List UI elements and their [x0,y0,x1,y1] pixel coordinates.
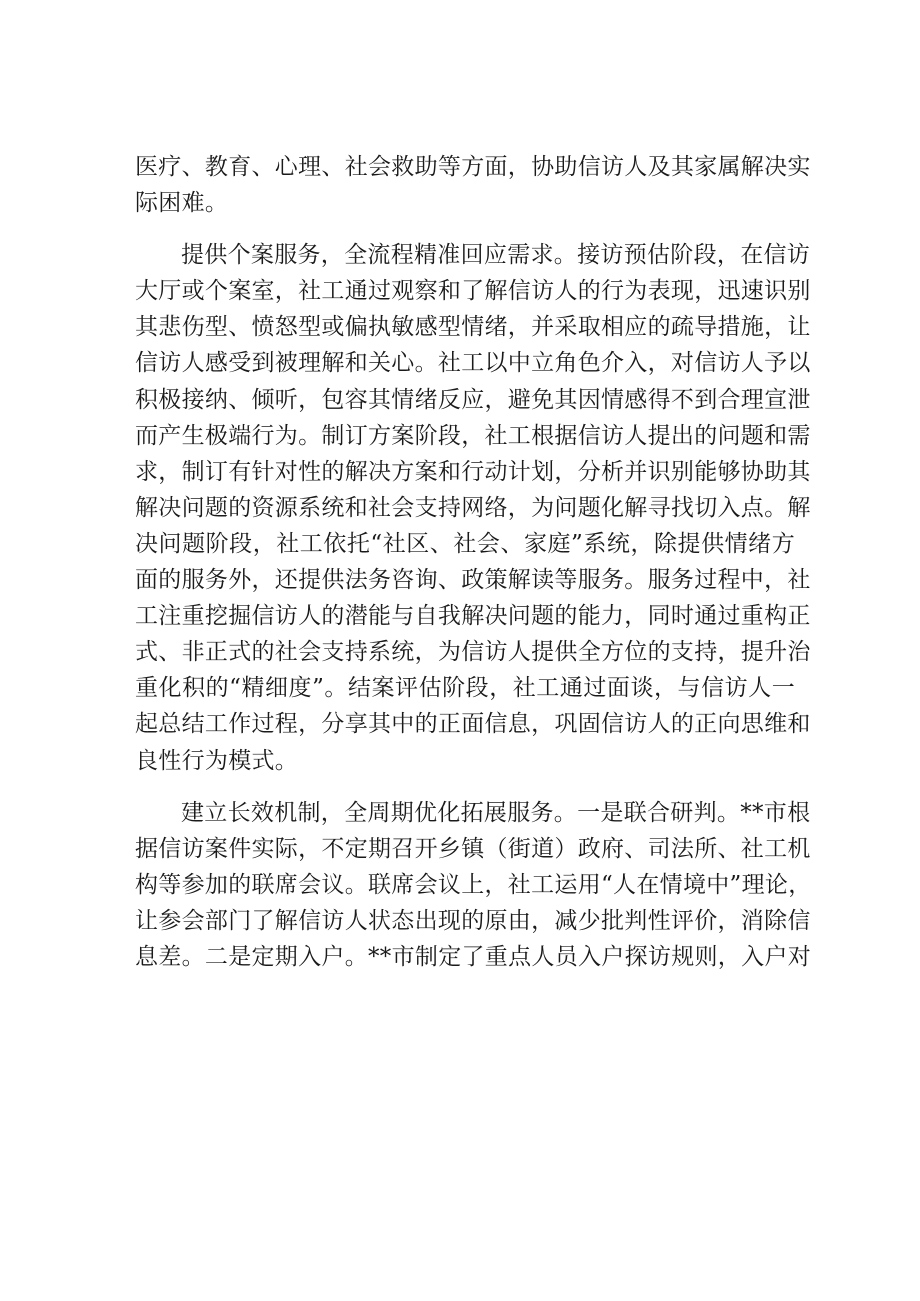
text-line: 面的服务外，还提供法务咨询、政策解读等服务。服务过程中，社 [135,567,811,594]
text-line: 际困难。 [135,190,229,217]
text-line: 重化积的“精细度”。结案评估阶段，社工通过面谈，与信访人一 [135,675,795,702]
text-line: 构等参加的联席会议。联席会议上，社工运用“人在情境中”理论， [135,871,812,898]
text-line: 而产生极端行为。制订方案阶段，社工根据信访人提出的问题和需 [135,422,811,449]
text-line: 据信访案件实际，不定期召开乡镇（街道）政府、司法所、社工机 [135,835,811,862]
paragraph-1 [135,149,811,221]
paragraph-2 [135,237,811,778]
text-line: 让参会部门了解信访人状态出现的原由，减少批判性评价，消除信 [135,907,811,934]
text-line: 建立长效机制，全周期优化拓展服务。一是联合研判。**市根 [181,799,811,826]
text-line: 积极接纳、倾听，包容其情绪反应，避免其因情感得不到合理宣泄 [135,386,811,413]
text-line: 大厅或个案室，社工通过观察和了解信访人的行为表现，迅速识别 [135,278,811,305]
text-line: 良性行为模式。 [135,747,299,774]
text-line: 医疗、教育、心理、社会救助等方面，协助信访人及其家属解决实 [135,154,811,180]
text-line: 工注重挖掘信访人的潜能与自我解决问题的能力，同时通过重构正 [135,603,811,630]
text-line: 息差。二是定期入户。**市制定了重点人员入户探访规则，入户对 [135,943,811,970]
document-body [135,149,812,975]
text-line: 决问题阶段，社工依托“社区、社会、家庭”系统，除提供情绪方 [135,530,795,557]
text-line: 解决问题的资源系统和社会支持网络，为问题化解寻找切入点。解 [135,494,811,521]
paragraph-gap [135,779,795,795]
text-line: 其悲伤型、愤怒型或偏执敏感型情绪，并采取相应的疏导措施，让 [135,314,811,341]
paragraph-3 [135,795,812,975]
text-line: 起总结工作过程，分享其中的正面信息，巩固信访人的正向思维和 [135,711,811,738]
text-line: 求，制订有针对性的解决方案和行动计划，分析并识别能够协助其 [135,458,811,485]
text-line: 提供个案服务，全流程精准回应需求。接访预估阶段，在信访 [181,242,811,269]
paragraph-gap [135,221,795,237]
text-line: 式、非正式的社会支持系统，为信访人提供全方位的支持，提升治 [135,639,811,666]
text-line: 信访人感受到被理解和关心。社工以中立角色介入，对信访人予以 [135,350,811,377]
